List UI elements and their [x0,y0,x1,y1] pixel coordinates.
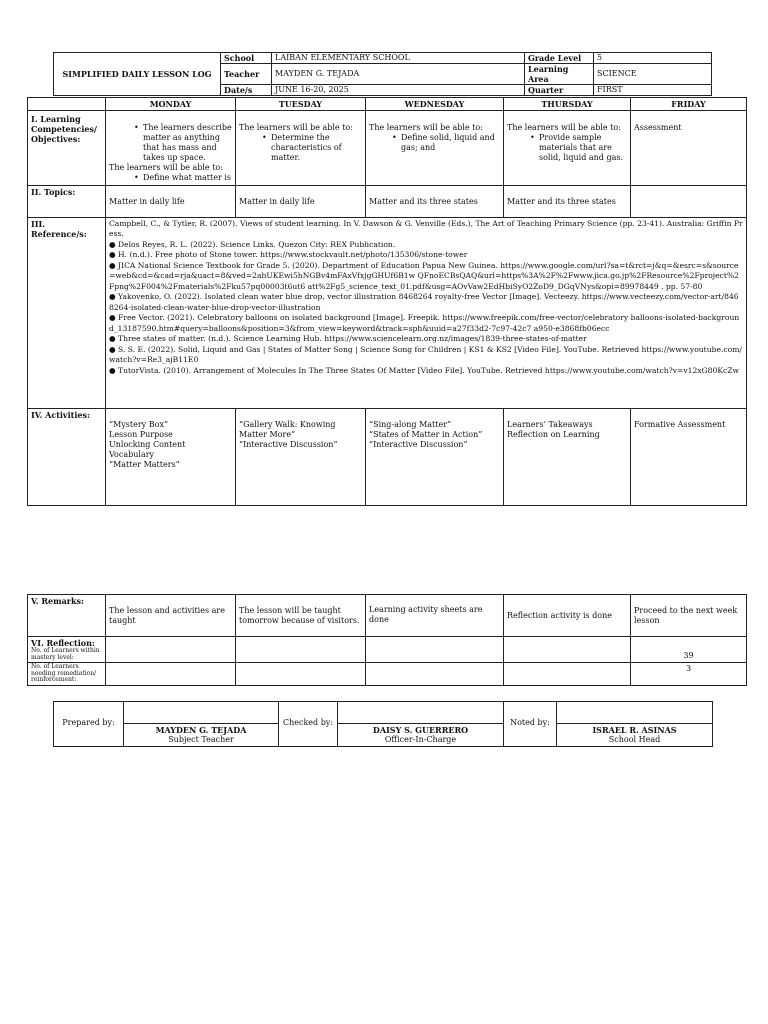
area-value: SCIENCE [594,64,712,85]
teacher-value: MAYDEN G. TEJADA [272,64,525,85]
checked-signature-space [338,702,504,724]
grade-label: Grade Level [525,53,594,64]
activity-item: “Sing-along Matter” [369,420,452,429]
corner-cell [28,98,106,111]
objectives-monday [106,111,236,186]
topic-wednesday: Matter and its three states [366,186,504,218]
dates-label: Date/s [221,85,272,96]
objective-bullet: • The learners describe matter as anything that has mass and takes up space. [143,123,232,163]
day-header-thursday: THURSDAY [504,98,631,111]
activity-item: “Interactive Discussion” [369,440,468,449]
remark-tuesday: The lesson will be taught tomorrow because of visitors. [236,595,366,637]
activity-item: “Matter Matters” [109,460,180,469]
remediation-label: No. of Learners needing remediation/ reinforcement: [28,663,106,686]
objective-bullet: • Provide sample materials that are solid, liquid and gas. [539,133,627,163]
noted-name: ISRAEL R. ASINAS [592,725,677,735]
remediation-monday [106,663,236,686]
day-header-friday: FRIDAY [631,98,747,111]
day-header-monday: MONDAY [106,98,236,111]
prepared-signature-space [124,702,279,724]
checked-block [338,724,504,747]
grade-value: 5 [594,53,712,64]
school-label: School [221,53,272,64]
noted-label: Noted by: [504,702,557,747]
mastery-tuesday [236,637,366,663]
day-header-tuesday: TUESDAY [236,98,366,111]
reference-item: ● JICA National Science Textbook for Grade 5. (2020). Department of Education Papua New Guinea. https://www.google.com/url?sa=t&rct=j&q=&esrc=s&source=web&cd=&cad=rja&uact=8&ved=2ahUKEwi5hNGBv4mFAxVfxjgGHUf6B1w QFnoECBsQAQ&url=https%3A%2F%2Fwww.jica.go.jp%2FResource%2Fproject%2Fpng%2F004%2Fmaterials%2Fku57pq00003t6ut6 att%2Fg5_science_text_01.pdf&usg=AOvVaw2EdHbiSyO2ZoD9_DGqVNys&opi=89978449 . pp. 57-80 [109,260,739,291]
activity-item: Reflection on Learning [507,430,600,439]
remark-friday: Proceed to the next week lesson [631,595,747,637]
log-title: SIMPLIFIED DAILY LESSON LOG [54,53,221,96]
quarter-label: Quarter [525,85,594,96]
activity-item: “Mystery Box” [109,420,169,429]
mastery-label: No. of Learners within mastery level: [31,647,100,661]
mastery-monday [106,637,236,663]
reference-item: ● Free Vector. (2021). Celebratory balloons on isolated background [Image]. Freepik. https://www.freepik.com/free-vector/celebratory balloons-isolated-background_13187590.htm#query=balloons&position=3&from_view=keyword&track=sph&uuid=a27f33d2-7c97-42c7 a950-e3868fb06ecc [109,313,740,333]
reference-item: ● Three states of matter. (n.d.). Science Learning Hub. https://www.sciencelearn.org.nz/images/1839-three-states-of-matter [109,334,587,344]
activity-item: Formative Assessment [634,420,726,429]
noted-signature-space [557,702,713,724]
checked-title: Officer-In-Charge [384,735,457,744]
mastery-thursday [504,637,631,663]
reference-item: ● Yakovenko, O. (2022). Isolated clean water blue drop, vector illustration 8468264 royalty-free Vector [Image]. Vecteezy. https://www.vecteezy.com/vector-art/8468264-isolated-clean-water-blue-drop-vector-illustration [109,292,739,312]
activities-monday [106,409,236,506]
remarks-label: V. Remarks: [28,595,106,637]
topic-monday: Matter in daily life [106,186,236,218]
reference-item: ● Delos Reyes, R. L. (2022). Science Links. Quezon City: REX Publication. [109,239,396,249]
objective-intro: The learners will be able to: [239,123,353,132]
reflection-label: VI. Reflection: [31,638,95,648]
teacher-label: Teacher [221,64,272,85]
remarks-table [27,594,747,686]
topic-tuesday: Matter in daily life [236,186,366,218]
remark-thursday: Reflection activity is done [504,595,631,637]
prepared-name: MAYDEN G. TEJADA [155,725,247,735]
activities-tuesday [236,409,366,506]
activities-label: IV. Activities: [28,409,106,506]
remediation-tuesday [236,663,366,686]
quarter-value: FIRST [594,85,712,96]
header-table [53,52,712,96]
activities-wednesday [366,409,504,506]
activity-item: Learners’ Takeaways [507,420,593,429]
activity-item: “Interactive Discussion” [239,440,338,449]
day-header-wednesday: WEDNESDAY [366,98,504,111]
noted-block [557,724,713,747]
activity-item: “Gallery Walk: Knowing Matter More” [239,420,336,439]
remediation-wednesday [366,663,504,686]
objective-intro: The learners will be able to: [369,123,483,132]
activity-item: Lesson Purpose [109,430,173,439]
reference-item: ● H. (n.d.). Free photo of Stone tower. https://www.stockvault.net/photo/135306/stone-tower [109,250,468,260]
remark-monday: The lesson and activities are taught [106,595,236,637]
objective-bullet: • Define solid, liquid and gas; and [401,133,500,153]
objective-bullet: • Define what matter is [143,173,232,183]
activities-thursday [504,409,631,506]
topic-friday [631,186,747,218]
objective-intro: The learners will be able to: [507,123,621,132]
remark-wednesday: Learning activity sheets are done [366,595,504,637]
reference-item: ● S. S. E. (2022). Solid, Liquid and Gas | States of Matter Song | Science Song for Children | KS1 & KS2 [Video File]. YouTube. Retrieved https://www.youtube.com/watch?v=Re3_ajB11E0 [109,344,742,365]
mastery-friday: 39 [631,637,747,663]
objective-intro: The learners will be able to: [109,163,223,172]
activities-friday [631,409,747,506]
remediation-thursday [504,663,631,686]
references-list [106,218,747,409]
remediation-friday: 3 [631,663,747,686]
reference-item: ● TutorVista. (2010). Arrangement of Molecules In The Three States Of Matter [Video File]. YouTube. Retrieved https://www.youtube.com/watch?v=v12xG80KcZw [109,365,740,375]
signatures-table [53,701,713,747]
objectives-wednesday [366,111,504,186]
reference-item: Campbell, C., & Tytler, R. (2007). Views of student learning. In V. Dawson & G. Venville (Eds.), The Art of Teaching Primary Science (pp. 23-41). Australia: Griffin Press. [109,219,743,239]
checked-label: Checked by: [279,702,338,747]
objectives-friday: Assessment [631,111,747,186]
area-label: Learning Area [525,64,594,85]
lesson-table [27,97,747,506]
activity-item: “States of Matter in Action” [369,430,483,439]
references-label: III. Reference/s: [28,218,106,409]
dates-value: JUNE 16-20, 2025 [272,85,525,96]
objectives-thursday [504,111,631,186]
topics-label: II. Topics: [28,186,106,218]
noted-title: School Head [608,735,661,744]
objectives-tuesday [236,111,366,186]
topic-thursday: Matter and its three states [504,186,631,218]
school-value: LAIBAN ELEMENTARY SCHOOL [272,53,525,64]
prepared-block [124,724,279,747]
objective-bullet: • Determine the characteristics of matter. [271,133,362,163]
objectives-label: I. Learning Competencies/ Objectives: [28,111,106,186]
mastery-wednesday [366,637,504,663]
reflection-mastery-cell [28,637,106,663]
activity-item: Unlocking Content Vocabulary [109,440,186,459]
prepared-label: Prepared by: [54,702,124,747]
prepared-title: Subject Teacher [168,735,234,744]
checked-name: DAISY S. GUERRERO [372,725,469,735]
